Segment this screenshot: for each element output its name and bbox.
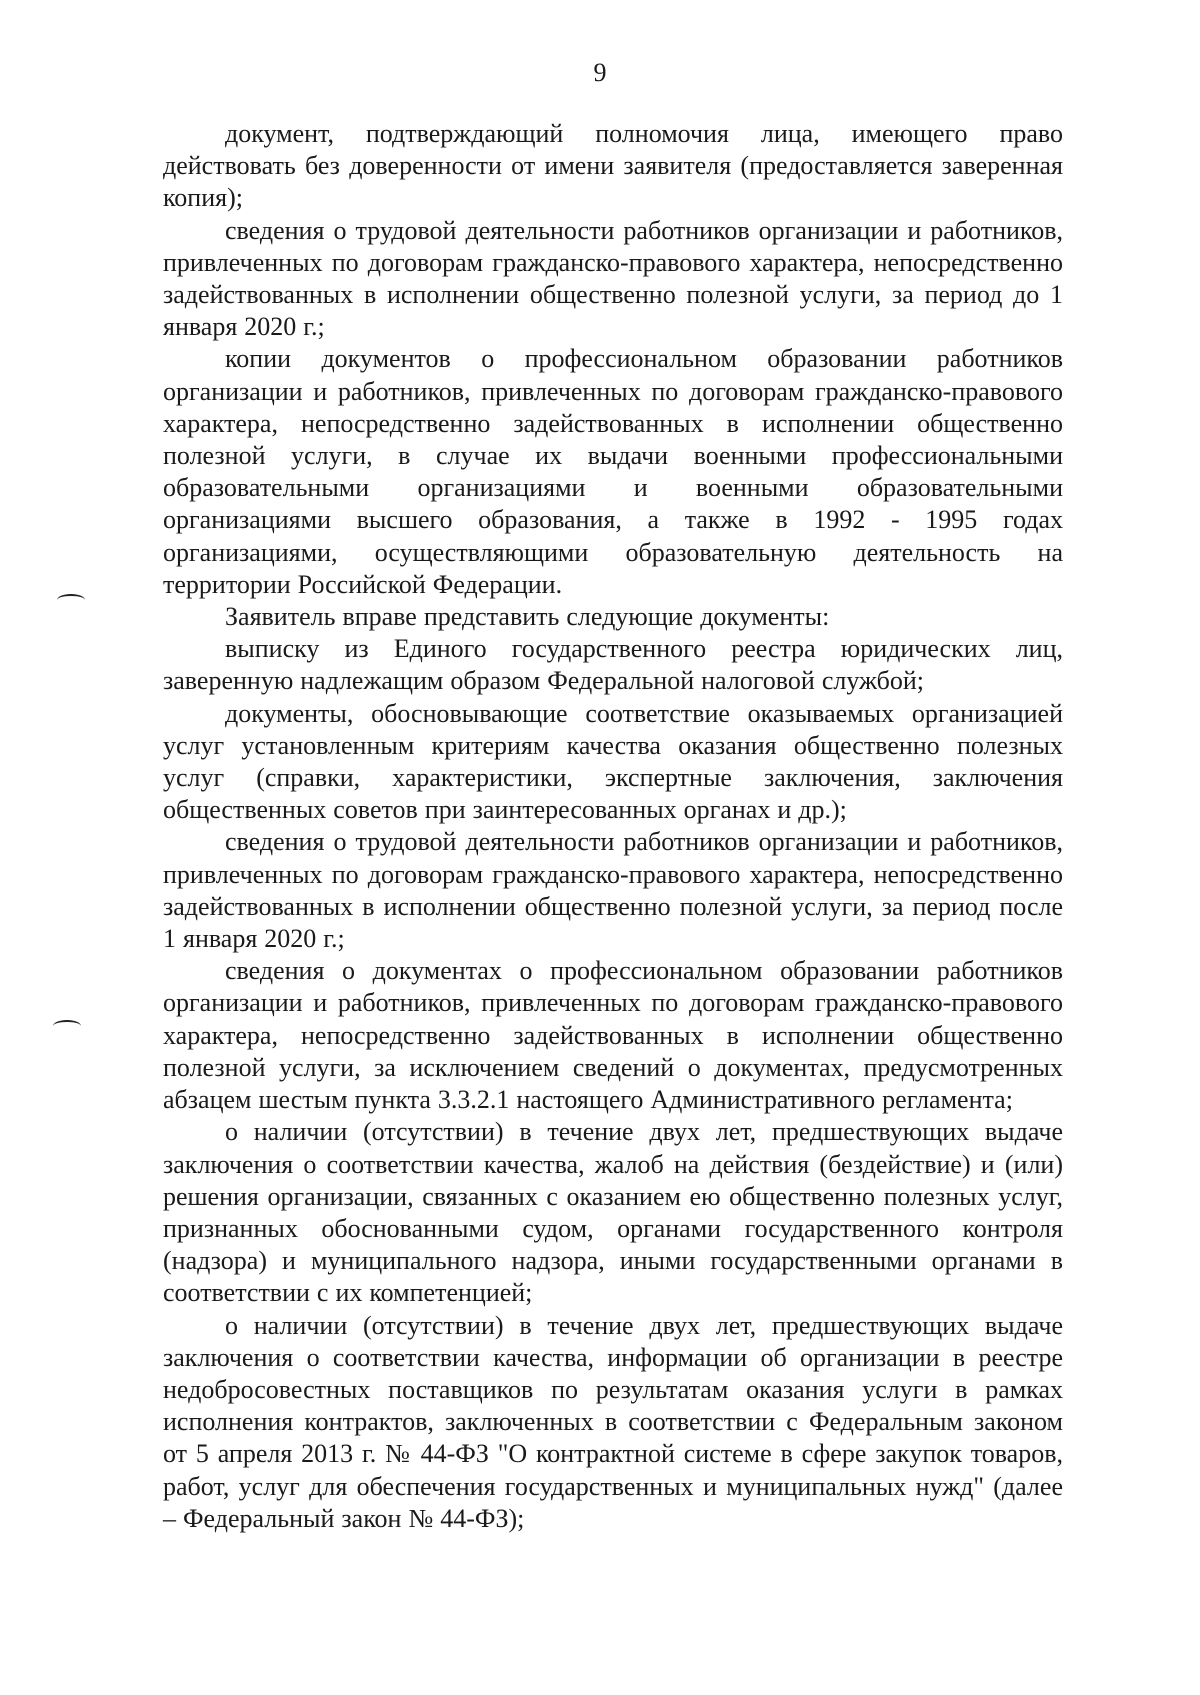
paragraph-quality-criteria-documents: документы, обосновывающие соответствие оказываемых организацией услуг установленным критериям качества оказания общественно полезных услуг (справки, характеристики, экспертные заключения, заключения общественных советов при заинтересованных органах и др.); bbox=[163, 698, 1063, 825]
margin-mark bbox=[57, 594, 85, 606]
paragraph-unfair-suppliers-registry: о наличии (отсутствии) в течение двух лет, предшествующих выдаче заключения о соответствии качества, информации об организации в реестре недобросовестных поставщиков по результатам оказания услуги в рамках исполнения контрактов, заключенных в соответствии с Федеральным законом от 5 апреля 2013 г. № 44-ФЗ "О контрактной системе в сфере закупок товаров, работ, услуг для обеспечения государственных и муниципальных нужд" (далее – Федеральный закон № 44-ФЗ); bbox=[163, 1310, 1063, 1533]
paragraph-labor-info-before-2020: сведения о трудовой деятельности работников организации и работников, привлеченных по договорам гражданско-правового характера, непосредственно задействованных в исполнении общественно полезной услуги, за период до 1 января 2020 г.; bbox=[163, 215, 1063, 342]
paragraph-education-copies: копии документов о профессиональном образовании работников организации и работников, привлеченных по договорам гражданско-правового характера, непосредственно задействованных в исполнении общественно полезной услуги, в случае их выдачи военными профессиональными образовательными организациями и военными образовательными организациями высшего образования, а также в 1992 - 1995 годах организациями, осуществляющими образовательную деятельность на территории Российской Федерации. bbox=[163, 344, 1063, 599]
paragraph-registry-extract: выписку из Единого государственного реестра юридических лиц, заверенную надлежащим образом Федеральной налоговой службой; bbox=[163, 634, 1063, 696]
margin-mark bbox=[53, 1020, 81, 1032]
paragraph-complaints-info: о наличии (отсутствии) в течение двух лет, предшествующих выдаче заключения о соответствии качества, жалоб на действия (бездействие) и (или) решения организации, связанных с оказанием ею общественно полезных услуг, признанных обоснованными судом, органами государственного контроля (надзора) и муниципального надзора, иными государственными органами в соответствии с их компетенцией; bbox=[163, 1117, 1063, 1308]
paragraph-education-info: сведения о документах о профессиональном образовании работников организации и работников, привлеченных по договорам гражданско-правового характера, непосредственно задействованных в исполнении общественно полезной услуги, за исключением сведений о документах, предусмотренных абзацем шестым пункта 3.3.2.1 настоящего Административного регламента; bbox=[163, 956, 1063, 1115]
paragraph-authority-document: документ, подтверждающий полномочия лица, имеющего право действовать без доверенности от имени заявителя (предоставляется заверенная копия); bbox=[163, 119, 1063, 213]
paragraph-optional-documents-intro: Заявитель вправе представить следующие документы: bbox=[225, 602, 830, 632]
paragraph-labor-info-after-2020: сведения о трудовой деятельности работников организации и работников, привлеченных по договорам гражданско-правового характера, непосредственно задействованных в исполнении общественно полезной услуги, за период после 1 января 2020 г.; bbox=[163, 827, 1063, 954]
document-body bbox=[163, 118, 1063, 1535]
page-number: 9 bbox=[593, 58, 607, 87]
